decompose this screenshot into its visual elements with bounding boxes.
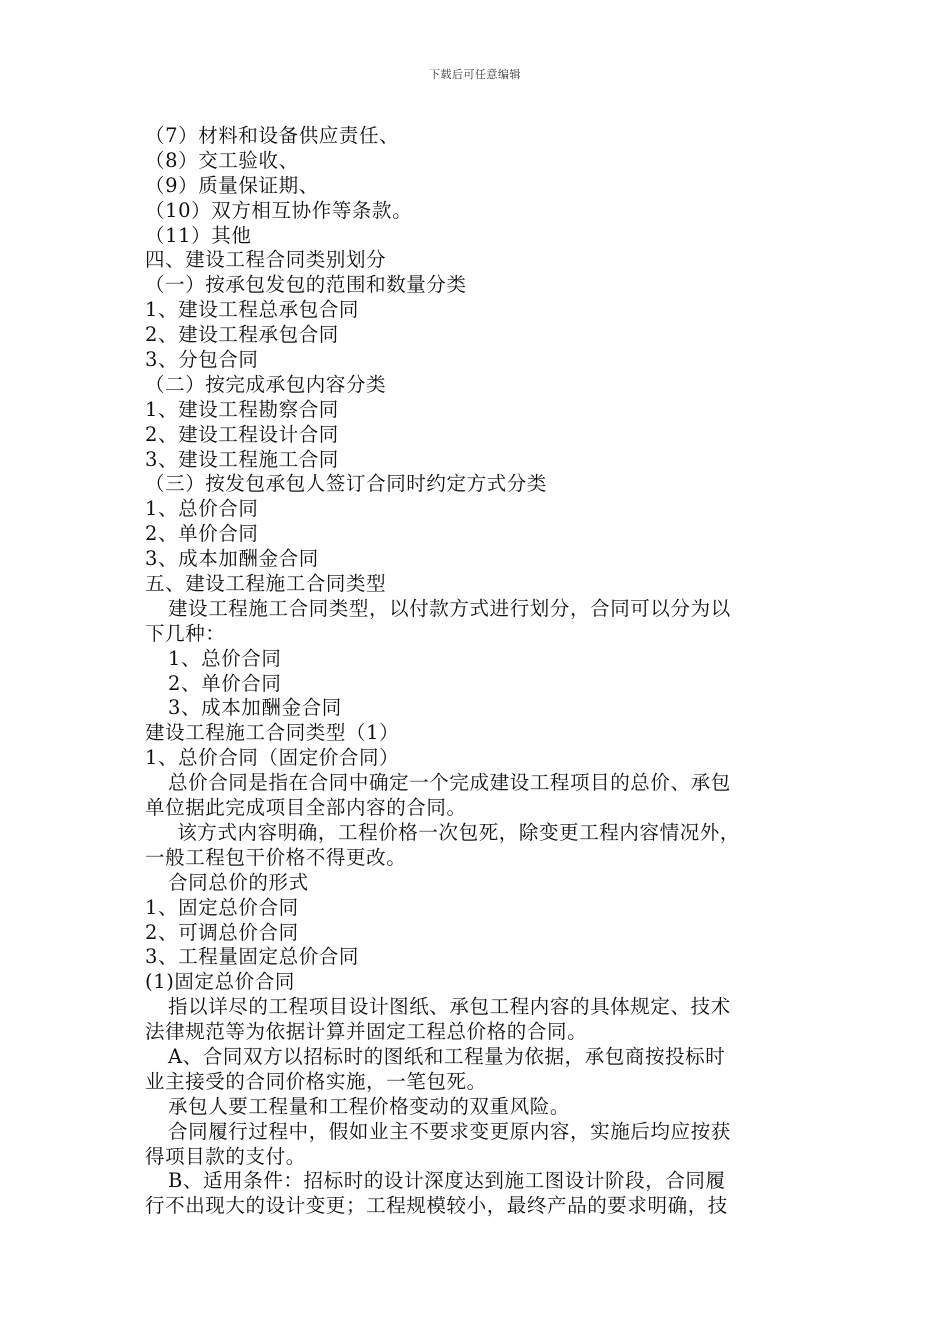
text-line: 1、建设工程勘察合同 [145,397,339,421]
text-line: 合同总价的形式 [168,870,309,894]
text-line: 一般工程包干价格不得更改。 [145,845,407,869]
text-line: 业主接受的合同价格实施，一笔包死。 [145,1069,487,1093]
text-line: 五、建设工程施工合同类型 [145,572,387,596]
text-line: （7）材料和设备供应责任、 [145,124,400,147]
text-line: B、适用条件：招标时的设计深度达到施工图设计阶段，合同履 [168,1169,726,1193]
text-line: 1、总价合同 [168,646,282,670]
text-line: （一）按承包发包的范围和数量分类 [145,273,467,297]
text-line: 单位据此完成项目全部内容的合同。 [145,796,467,820]
text-line: （三）按发包承包人签订合同时约定方式分类 [145,472,548,496]
text-line: 2、建设工程设计合同 [145,422,339,446]
text-line: （11）其他 [145,223,252,247]
text-line: 建设工程施工合同类型（1） [145,721,400,745]
text-line: （8）交工验收、 [145,148,299,172]
text-line: 3、成本加酬金合同 [168,696,342,720]
text-line: 法律规范等为依据计算并固定工程总价格的合同。 [145,1020,588,1044]
text-line: （9）质量保证期、 [145,173,319,197]
text-line: A、合同双方以招标时的图纸和工程量为依据，承包商按投标时 [168,1044,726,1068]
text-line: 行不出现大的设计变更；工程规模较小，最终产品的要求明确，技 [145,1194,728,1218]
text-line: 3、分包合同 [145,348,259,372]
text-line: 2、建设工程承包合同 [145,323,339,347]
document-body [145,124,810,1219]
text-line: 下几种： [145,621,226,645]
text-line: 1、总价合同 [145,497,259,521]
text-line: 得项目款的支付。 [145,1144,306,1168]
text-line: 2、可调总价合同 [145,920,299,944]
text-line: 承包人要工程量和工程价格变动的双重风险。 [168,1094,571,1118]
text-line: 该方式内容明确，工程价格一次包死，除变更工程内容情况外， [177,820,740,844]
text-line: 2、单价合同 [168,671,282,695]
text-line: 1、总价合同（固定价合同） [145,746,400,770]
text-line: （10）双方相互协作等条款。 [145,198,413,222]
text-line: （二）按完成承包内容分类 [145,372,387,396]
text-line: 1、建设工程总承包合同 [145,298,360,322]
text-line: 2、单价合同 [145,522,259,546]
text-line: (1)固定总价合同 [145,970,296,994]
text-line: 四、建设工程合同类别划分 [145,248,387,272]
text-line: 总价合同是指在合同中确定一个完成建设工程项目的总价、承包 [168,771,731,795]
page-header: 下载后可任意编辑 [429,68,521,81]
text-line: 3、成本加酬金合同 [145,547,319,571]
text-line: 1、固定总价合同 [145,895,299,919]
text-line: 3、建设工程施工合同 [145,447,339,471]
text-line: 指以详尽的工程项目设计图纸、承包工程内容的具体规定、技术 [168,995,731,1019]
text-line: 合同履行过程中，假如业主不要求变更原内容，实施后均应按获 [168,1119,731,1143]
text-line: 建设工程施工合同类型，以付款方式进行划分，合同可以分为以 [168,596,731,620]
text-line: 3、工程量固定总价合同 [145,945,360,969]
